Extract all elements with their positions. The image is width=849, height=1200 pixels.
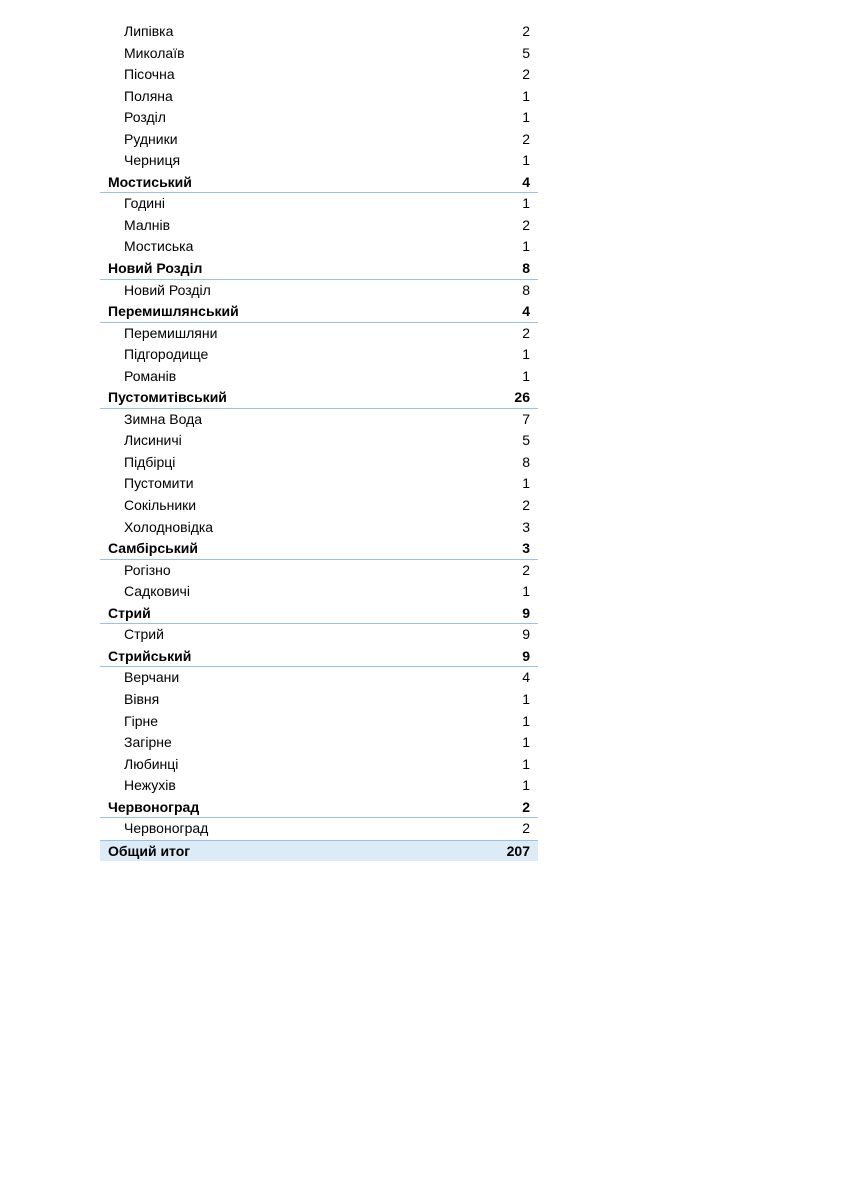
row-value: 1 bbox=[522, 734, 530, 751]
row-label: Підбірці bbox=[124, 453, 176, 470]
row-label: Рудники bbox=[124, 130, 178, 147]
table-row bbox=[100, 43, 538, 65]
row-value: 1 bbox=[522, 777, 530, 794]
row-label: Мостиська bbox=[124, 238, 194, 255]
row-value: 5 bbox=[522, 432, 530, 449]
row-label: Червоноград bbox=[124, 820, 209, 837]
table-row bbox=[100, 689, 538, 711]
row-value: 1 bbox=[522, 367, 530, 384]
table-row bbox=[100, 667, 538, 689]
row-label: Холодновідка bbox=[124, 518, 214, 535]
row-value: 1 bbox=[522, 475, 530, 492]
group-label: Новий Розділ bbox=[108, 260, 203, 277]
table-row bbox=[100, 517, 538, 539]
row-label: Малнів bbox=[124, 216, 171, 233]
row-value: 5 bbox=[522, 44, 530, 61]
row-value: 1 bbox=[522, 755, 530, 772]
row-label: Розділ bbox=[124, 109, 166, 126]
table-row bbox=[100, 754, 538, 776]
row-label: Пустомити bbox=[124, 475, 194, 492]
table-row bbox=[100, 732, 538, 754]
row-value: 1 bbox=[522, 346, 530, 363]
table-row bbox=[100, 473, 538, 495]
table-row bbox=[100, 775, 538, 797]
table-row bbox=[100, 452, 538, 474]
group-row bbox=[100, 603, 538, 625]
pivot-table bbox=[100, 21, 538, 861]
row-value: 1 bbox=[522, 152, 530, 169]
row-label: Лисиничі bbox=[124, 432, 182, 449]
row-label: Нежухів bbox=[124, 777, 176, 794]
group-label: Мостиський bbox=[108, 173, 192, 190]
table-row bbox=[100, 495, 538, 517]
row-value: 1 bbox=[522, 109, 530, 126]
row-value: 1 bbox=[522, 238, 530, 255]
group-value: 8 bbox=[522, 260, 530, 277]
group-label: Стрийський bbox=[108, 647, 192, 664]
grand-total-row bbox=[100, 840, 538, 862]
table-row bbox=[100, 560, 538, 582]
table-row bbox=[100, 150, 538, 172]
row-label: Верчани bbox=[124, 669, 180, 686]
group-row bbox=[100, 797, 538, 819]
group-value: 26 bbox=[514, 389, 530, 406]
row-value: 1 bbox=[522, 583, 530, 600]
table-row bbox=[100, 64, 538, 86]
row-label: Пісочна bbox=[124, 66, 175, 83]
group-label: Червоноград bbox=[108, 798, 200, 815]
row-label: Годині bbox=[124, 195, 165, 212]
group-value: 9 bbox=[522, 647, 530, 664]
table-row bbox=[100, 193, 538, 215]
row-value: 2 bbox=[522, 130, 530, 147]
row-value: 8 bbox=[522, 453, 530, 470]
group-label: Стрий bbox=[108, 604, 151, 621]
group-row bbox=[100, 538, 538, 560]
group-value: 2 bbox=[522, 798, 530, 815]
table-row bbox=[100, 236, 538, 258]
row-label: Поляна bbox=[124, 87, 173, 104]
table-row bbox=[100, 581, 538, 603]
table-row bbox=[100, 366, 538, 388]
row-label: Романів bbox=[124, 367, 177, 384]
table-row bbox=[100, 430, 538, 452]
row-label: Сокільники bbox=[124, 497, 197, 514]
row-label: Садковичі bbox=[124, 583, 190, 600]
table-row bbox=[100, 107, 538, 129]
row-label: Липівка bbox=[124, 23, 174, 39]
row-value: 2 bbox=[522, 216, 530, 233]
row-label: Перемишляни bbox=[124, 324, 218, 341]
table-row bbox=[100, 86, 538, 108]
row-label: Зимна Вода bbox=[124, 410, 203, 427]
row-value: 2 bbox=[522, 820, 530, 837]
table-row bbox=[100, 323, 538, 345]
group-row bbox=[100, 172, 538, 194]
group-value: 4 bbox=[522, 303, 530, 320]
row-label: Черниця bbox=[124, 152, 181, 169]
row-value: 1 bbox=[522, 690, 530, 707]
row-value: 1 bbox=[522, 87, 530, 104]
row-label: Загірне bbox=[124, 734, 172, 751]
row-label: Новий Розділ bbox=[124, 281, 211, 298]
table-row bbox=[100, 21, 538, 43]
row-value: 1 bbox=[522, 712, 530, 729]
row-value: 8 bbox=[522, 281, 530, 298]
row-label: Стрий bbox=[124, 626, 164, 643]
row-value: 3 bbox=[522, 518, 530, 535]
row-label: Вівня bbox=[124, 690, 160, 707]
group-label: Перемишлянський bbox=[108, 303, 239, 320]
row-label: Гірне bbox=[124, 712, 158, 729]
group-label: Самбірський bbox=[108, 540, 198, 557]
group-value: 3 bbox=[522, 540, 530, 557]
table-row bbox=[100, 624, 538, 646]
row-value: 2 bbox=[522, 561, 530, 578]
row-label: Любинці bbox=[124, 755, 179, 772]
row-value: 1 bbox=[522, 195, 530, 212]
row-value: 9 bbox=[522, 626, 530, 643]
group-row bbox=[100, 387, 538, 409]
row-value: 2 bbox=[522, 23, 530, 39]
row-value: 7 bbox=[522, 410, 530, 427]
table-row bbox=[100, 129, 538, 151]
row-label: Підгородище bbox=[124, 346, 209, 363]
group-value: 9 bbox=[522, 604, 530, 621]
group-row bbox=[100, 301, 538, 323]
row-label: Миколаїв bbox=[124, 44, 185, 61]
table-row bbox=[100, 711, 538, 733]
grand-total-value: 207 bbox=[506, 842, 530, 859]
group-row bbox=[100, 646, 538, 668]
table-row bbox=[100, 818, 538, 840]
table-row bbox=[100, 215, 538, 237]
row-value: 4 bbox=[522, 669, 530, 686]
row-value: 2 bbox=[522, 66, 530, 83]
group-row bbox=[100, 258, 538, 280]
row-value: 2 bbox=[522, 497, 530, 514]
table-row bbox=[100, 344, 538, 366]
grand-total-label: Общий итог bbox=[108, 842, 191, 859]
row-label: Рогізно bbox=[124, 561, 171, 578]
table-row bbox=[100, 409, 538, 431]
group-value: 4 bbox=[522, 173, 530, 190]
group-label: Пустомитівський bbox=[108, 389, 227, 406]
table-row bbox=[100, 280, 538, 302]
row-value: 2 bbox=[522, 324, 530, 341]
